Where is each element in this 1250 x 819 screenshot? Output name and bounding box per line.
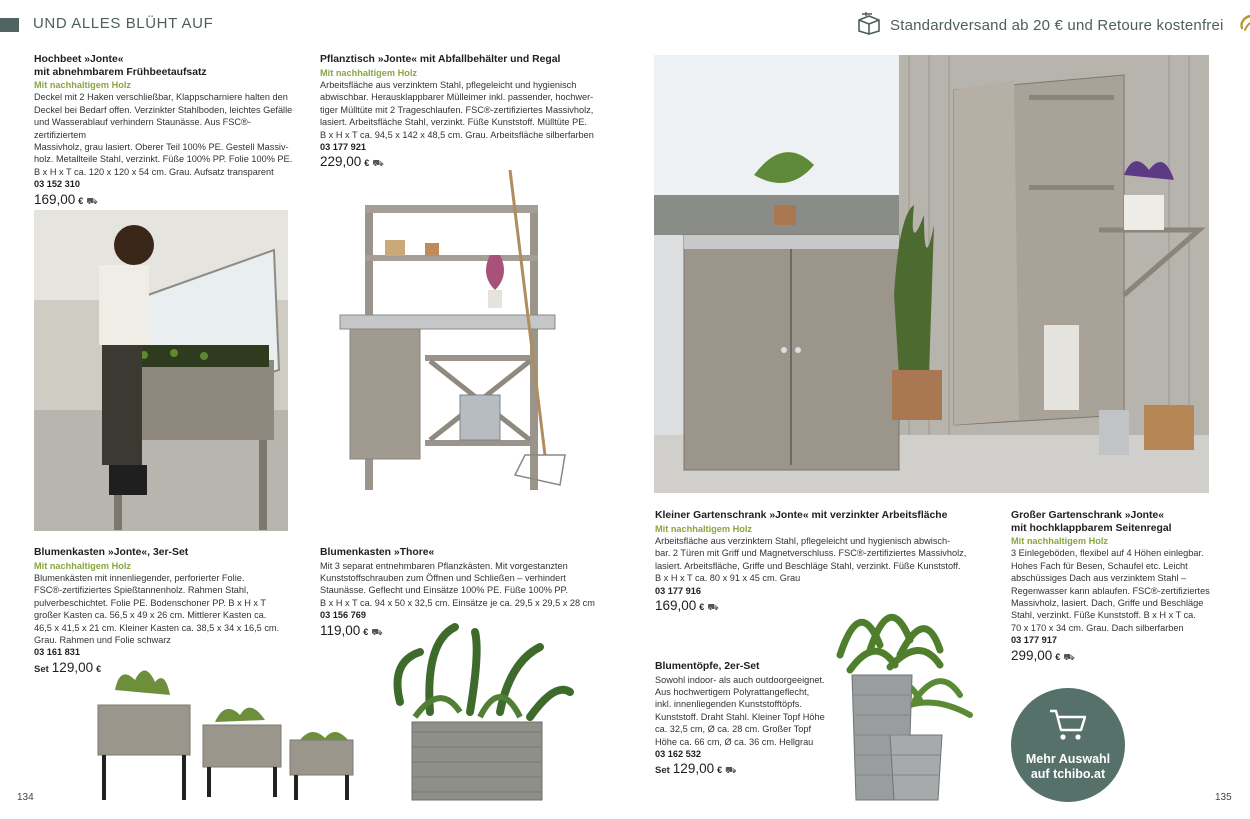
sustainable-wood-label: Mit nachhaltigem Holz	[34, 80, 131, 90]
product-description: Blumenkästen mit innenliegender, perforierter Folie. FSC®-zertifiziertes Spießtannenholz. Rahmen Stahl, pulverbeschichtet. Folie PE. Bodenschoner PP. B x H x T großer Kasten ca. 56,5 x 49 x 26 cm. Mittlerer Kasten ca. 46,5 x 41,5 x 21 cm. Kleiner Kasten ca. 38,5 x 34 x 16,5 cm. Grau. Rahmen und Folie schwarz	[34, 572, 280, 645]
product-title: Pflanztisch »Jonte« mit Abfallbehälter und Regal	[320, 54, 561, 65]
product-price: 119,00 € ⛟	[320, 622, 383, 638]
sustainable-wood-label: Mit nachhaltigem Holz	[34, 560, 131, 571]
blumentoepfe-photo	[830, 595, 990, 805]
sustainable-wood-label: Mit nachhaltigem Holz	[655, 523, 752, 534]
blumenkasten-jonte-photo	[90, 660, 365, 805]
product-description: 3 Einlegeböden, flexibel auf 4 Höhen einlegbar. Hohes Fach für Besen, Schaufel etc. Leicht abschüssiges Dach aus verzinktem Stahl – Regenwasser kann ablaufen. FSC®-zertifiziertes Massivholz, lasiert. Dach, Griffe und Beschläge Stahl, verzinkt. Füße Kunststoff. B x H x T ca. 70 x 170 x 34 cm. Grau. Dach silberfarben	[1011, 548, 1210, 633]
section-title: UND ALLES BLÜHT AUF	[33, 15, 214, 32]
page-number-left: 134	[17, 792, 34, 803]
delivery-van-icon: ⛟	[372, 158, 384, 169]
shipping-banner	[856, 10, 1250, 40]
product-description: Arbeitsfläche aus verzinktem Stahl, pflegeleicht und hygienisch abwisch- bar. 2 Türen mit Griff und Magnetverschluss. FSC®-zertifiziertes Massivholz, lasiert. Arbeitsfläche, Griffe und Beschläge Stahl, verzinkt. Füße Kunststoff. B x H x T ca. 80 x 91 x 45 cm. Grau	[655, 535, 967, 584]
product-sku: 03 162 532	[655, 748, 701, 759]
product-title: Blumenkasten »Jonte«, 3er-Set	[34, 547, 189, 558]
shipping-text: Standardversand ab 20 € und Retoure kostenfrei	[890, 16, 1224, 34]
parcel-icon	[856, 11, 882, 40]
product-price: Set 129,00 €	[34, 659, 102, 675]
hochbeet-photo	[34, 210, 288, 531]
product-price: 169,00 € ⛟	[655, 597, 719, 613]
product-sku: 03 161 831	[34, 647, 80, 658]
product-subtitle: mit hochklappbarem Seitenregal	[1011, 522, 1172, 534]
sustainable-wood-label: Mit nachhaltigem Holz	[1011, 536, 1108, 546]
more-selection-line2: auf tchibo.at	[1030, 767, 1106, 781]
product-grosser-gartenschrank	[1011, 510, 1236, 663]
product-price: 299,00 € ⛟	[1011, 647, 1075, 663]
product-price: 229,00 € ⛟	[320, 154, 384, 170]
page-number-right: 135	[1215, 792, 1232, 803]
product-title: Kleiner Gartenschrank »Jonte« mit verzinkter Arbeitsfläche	[655, 510, 948, 521]
more-selection-line1: Mehr Auswahl	[1025, 752, 1111, 766]
shopping-cart-icon	[1048, 708, 1088, 746]
product-title: Blumenkasten »Thore«	[320, 547, 435, 558]
product-sku: 03 156 769	[320, 610, 366, 621]
product-hochbeet	[34, 54, 302, 207]
more-selection-link[interactable]	[1011, 688, 1125, 802]
section-marker	[0, 18, 19, 32]
product-description: Deckel mit 2 Haken verschließbar, Klappscharniere halten den Deckel bei Bedarf offen. Verzinkter Stahlboden, leichtes Gefälle und Wasserablauf verhindern Staunässe. Aus FSC®-zertifiziertem Massivholz, grau lasiert. Oberer Teil 100% PE. Gestell Massiv- holz. Metallteile Stahl, verzinkt. Füße 100% PP. Folie 100% PE. B x H x T ca. 120 x 120 x 54 cm. Grau. Aufsatz transparent	[34, 92, 293, 177]
product-sku: 03 177 917	[1011, 635, 1057, 646]
product-blumentoepfe	[655, 661, 835, 778]
delivery-van-icon: ⛟	[371, 626, 383, 637]
product-description: Sowohl indoor- als auch outdoorgeeignet. Aus hochwertigem Polyrattangeflecht, inkl. innenliegenden Kunststofftöpfs. Kunststoff. Draht Stahl. Kleiner Topf Höhe ca. 32,5 cm, Ø ca. 28 cm. Großer Topf Höhe ca. 66 cm, Ø ca. 36 cm. Hellgrau	[655, 674, 825, 747]
gartenschrank-photo	[654, 55, 1209, 493]
product-title: Hochbeet »Jonte«	[34, 54, 124, 65]
product-price: Set 129,00 € ⛟	[655, 761, 737, 777]
product-title: Blumentöpfe, 2er-Set	[655, 661, 760, 672]
delivery-van-icon: ⛟	[707, 601, 719, 612]
product-pflanztisch	[320, 54, 610, 170]
blumenkasten-thore-photo	[380, 622, 580, 807]
product-sku: 03 177 916	[655, 585, 701, 596]
delivery-van-icon: ⛟	[725, 765, 737, 776]
product-sku: 03 177 921	[320, 141, 366, 152]
product-price: 169,00 € ⛟	[34, 191, 98, 207]
tchibo-logo-icon	[1238, 12, 1250, 39]
product-description: Mit 3 separat entnehmbaren Pflanzkästen. Mit vorgestanzten Kunststoffschrauben zum Öffnen und Schließen – verhindert Staunässe. Geflecht und Einsätze 100% PE. Füße 100% PP. B x H x T ca. 94 x 50 x 32,5 cm. Einsätze je ca. 29,5 x 29,5 x 28 cm	[320, 560, 595, 608]
sustainable-wood-label: Mit nachhaltigem Holz	[320, 67, 417, 78]
product-blumenkasten-jonte	[34, 547, 309, 676]
product-title: Großer Gartenschrank »Jonte«	[1011, 510, 1165, 521]
pflanztisch-photo	[330, 165, 585, 495]
product-description: Arbeitsfläche aus verzinktem Stahl, pflegeleicht und hygienisch abwischbar. Herausklappbarer Mülleimer inkl. passender, hochwer- tiger Mülltüte mit 2 Trageschlaufen. FSC®-zertifiziertes Massivholz, lasiert. Arbeitsfläche Stahl, verzinkt. Füße Kunststoff. Mülltüte PE. B x H x T ca. 94,5 x 142 x 48,5 cm. Grau. Arbeitsfläche silberfarben	[320, 79, 594, 140]
delivery-van-icon: ⛟	[86, 195, 98, 206]
product-subtitle: mit abnehmbarem Frühbeetaufsatz	[34, 66, 207, 78]
product-sku: 03 152 310	[34, 179, 80, 190]
delivery-van-icon: ⛟	[1063, 651, 1075, 662]
